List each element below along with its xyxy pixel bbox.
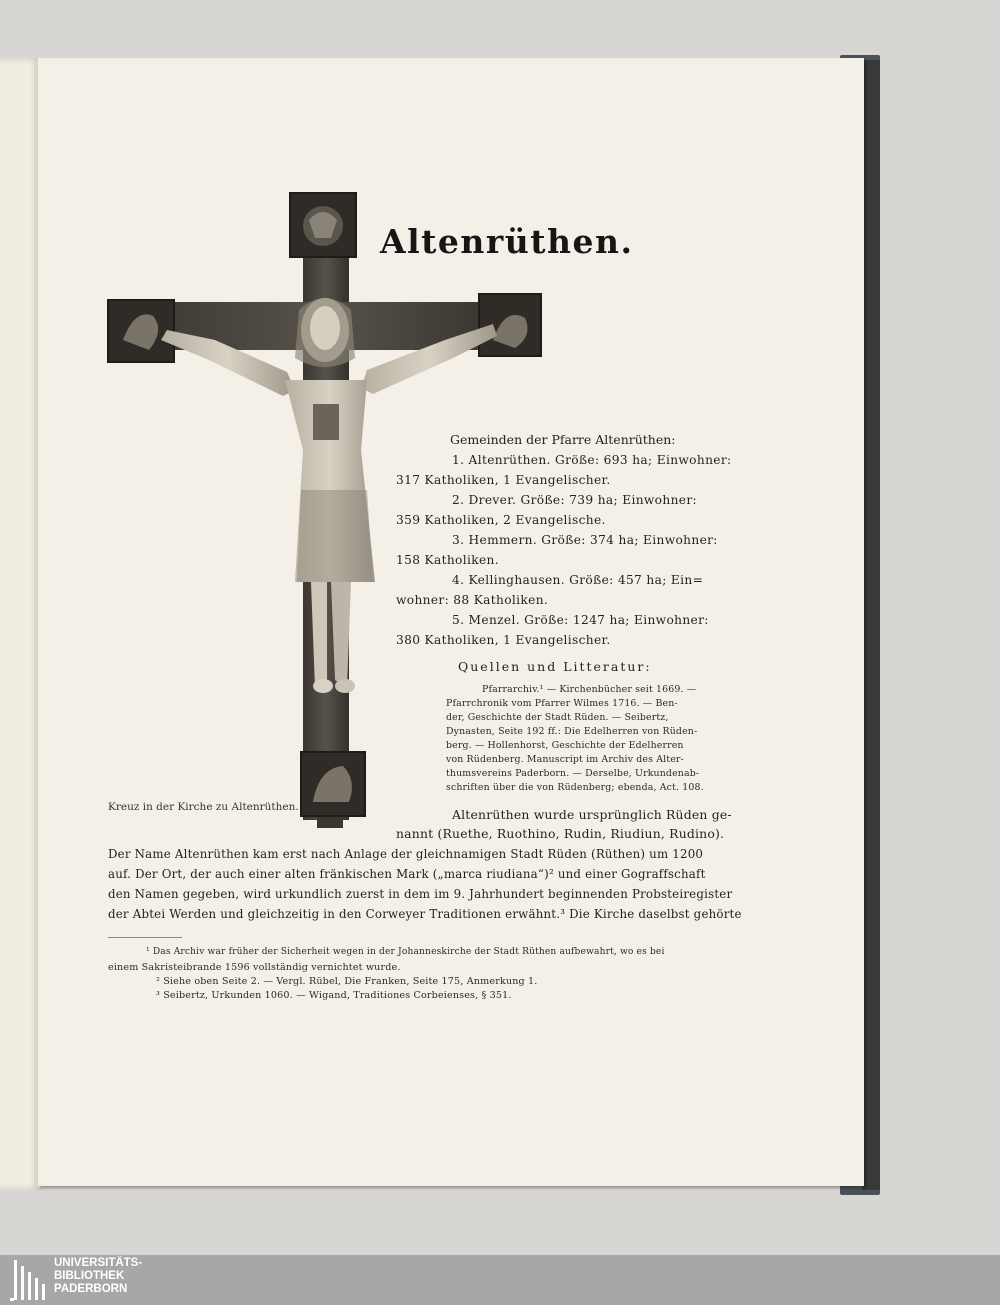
logo-line: UNIVERSITÄTS- [54, 1257, 143, 1269]
footnote-rule [108, 937, 182, 938]
logo-line: PADERBORN [54, 1283, 128, 1295]
sources-line: berg. — Hollenhorst, Geschichte der Edelherren [446, 740, 684, 751]
body-line: der Abtei Werden und gleichzeitig in den Corweyer Traditionen erwähnt.³ Die Kirche daselbst gehörte [108, 907, 742, 921]
parish-heading: Gemeinden der Pfarre Altenrüthen: [450, 432, 676, 447]
body-line: Altenrüthen wurde ursprünglich Rüden ge- [452, 807, 732, 822]
footnote-line: ¹ Das Archiv war früher der Sicherheit wegen in der Johanneskirche der Stadt Rüthen aufbewahrt, wo es bei [146, 947, 665, 957]
library-logo-icon [8, 1258, 52, 1302]
parish-line: 2. Drever. Größe: 739 ha; Einwohner: [452, 493, 697, 507]
logo-line: BIBLIOTHEK [54, 1270, 125, 1282]
parish-line: 1. Altenrüthen. Größe: 693 ha; Einwohner: [452, 453, 732, 467]
sources-heading: Quellen und Litteratur: [458, 659, 652, 674]
parish-line: 5. Menzel. Größe: 1247 ha; Einwohner: [452, 613, 709, 627]
sources-line: der, Geschichte der Stadt Rüden. — Seibertz, [446, 712, 669, 723]
body-line: Der Name Altenrüthen kam erst nach Anlage der gleichnamigen Stadt Rüden (Rüthen) um 1200 [108, 847, 704, 861]
footnote-line: ² Siehe oben Seite 2. — Vergl. Rübel, Die Franken, Seite 175, Anmerkung 1. [156, 976, 538, 987]
sources-line: Pfarrarchiv.¹ — Kirchenbücher seit 1669. — [482, 684, 697, 695]
sources-line: schriften über die von Rüdenberg; ebenda, Act. 108. [446, 782, 704, 793]
sources-line: thumsvereins Paderborn. — Derselbe, Urkundenab- [446, 768, 700, 779]
footer-bar [0, 1255, 1000, 1305]
parish-line: 380 Katholiken, 1 Evangelischer. [396, 633, 611, 647]
parish-line: 3. Hemmern. Größe: 374 ha; Einwohner: [452, 533, 718, 547]
footnote-line: ³ Seibertz, Urkunden 1060. — Wigand, Traditiones Corbeienses, § 351. [156, 990, 512, 1001]
parish-line: 4. Kellinghausen. Größe: 457 ha; Ein= [452, 573, 704, 587]
parish-line: 359 Katholiken, 2 Evangelische. [396, 513, 606, 527]
parish-line: 158 Katholiken. [396, 553, 499, 567]
page-title: Altenrüthen. [380, 222, 634, 261]
sources-line: Dynasten, Seite 192 ff.: Die Edelherren von Rüden- [446, 726, 698, 737]
parish-line: wohner: 88 Katholiken. [396, 593, 549, 607]
body-line: nannt (Ruethe, Ruothino, Rudin, Riudiun, Rudino). [396, 826, 725, 841]
sources-line: von Rüdenberg. Manuscript im Archiv des Alter- [446, 754, 684, 765]
parish-line: 317 Katholiken, 1 Evangelischer. [396, 473, 611, 487]
body-line: den Namen gegeben, wird urkundlich zuerst in dem im 9. Jahrhundert beginnenden Probsteiregister [108, 887, 733, 901]
figure-caption: Kreuz in der Kirche zu Altenrüthen. [108, 801, 299, 813]
sources-line: Pfarrchronik vom Pfarrer Wilmes 1716. — Ben- [446, 698, 678, 709]
footnote-line: einem Sakristeibrande 1596 vollständig vernichtet wurde. [108, 962, 401, 973]
library-logo-text [54, 1257, 142, 1296]
body-line: auf. Der Ort, der auch einer alten fränkischen Mark („marca riudiana“)² und einer Gograffschaft [108, 867, 706, 881]
book-spine-shadow [862, 60, 880, 1190]
